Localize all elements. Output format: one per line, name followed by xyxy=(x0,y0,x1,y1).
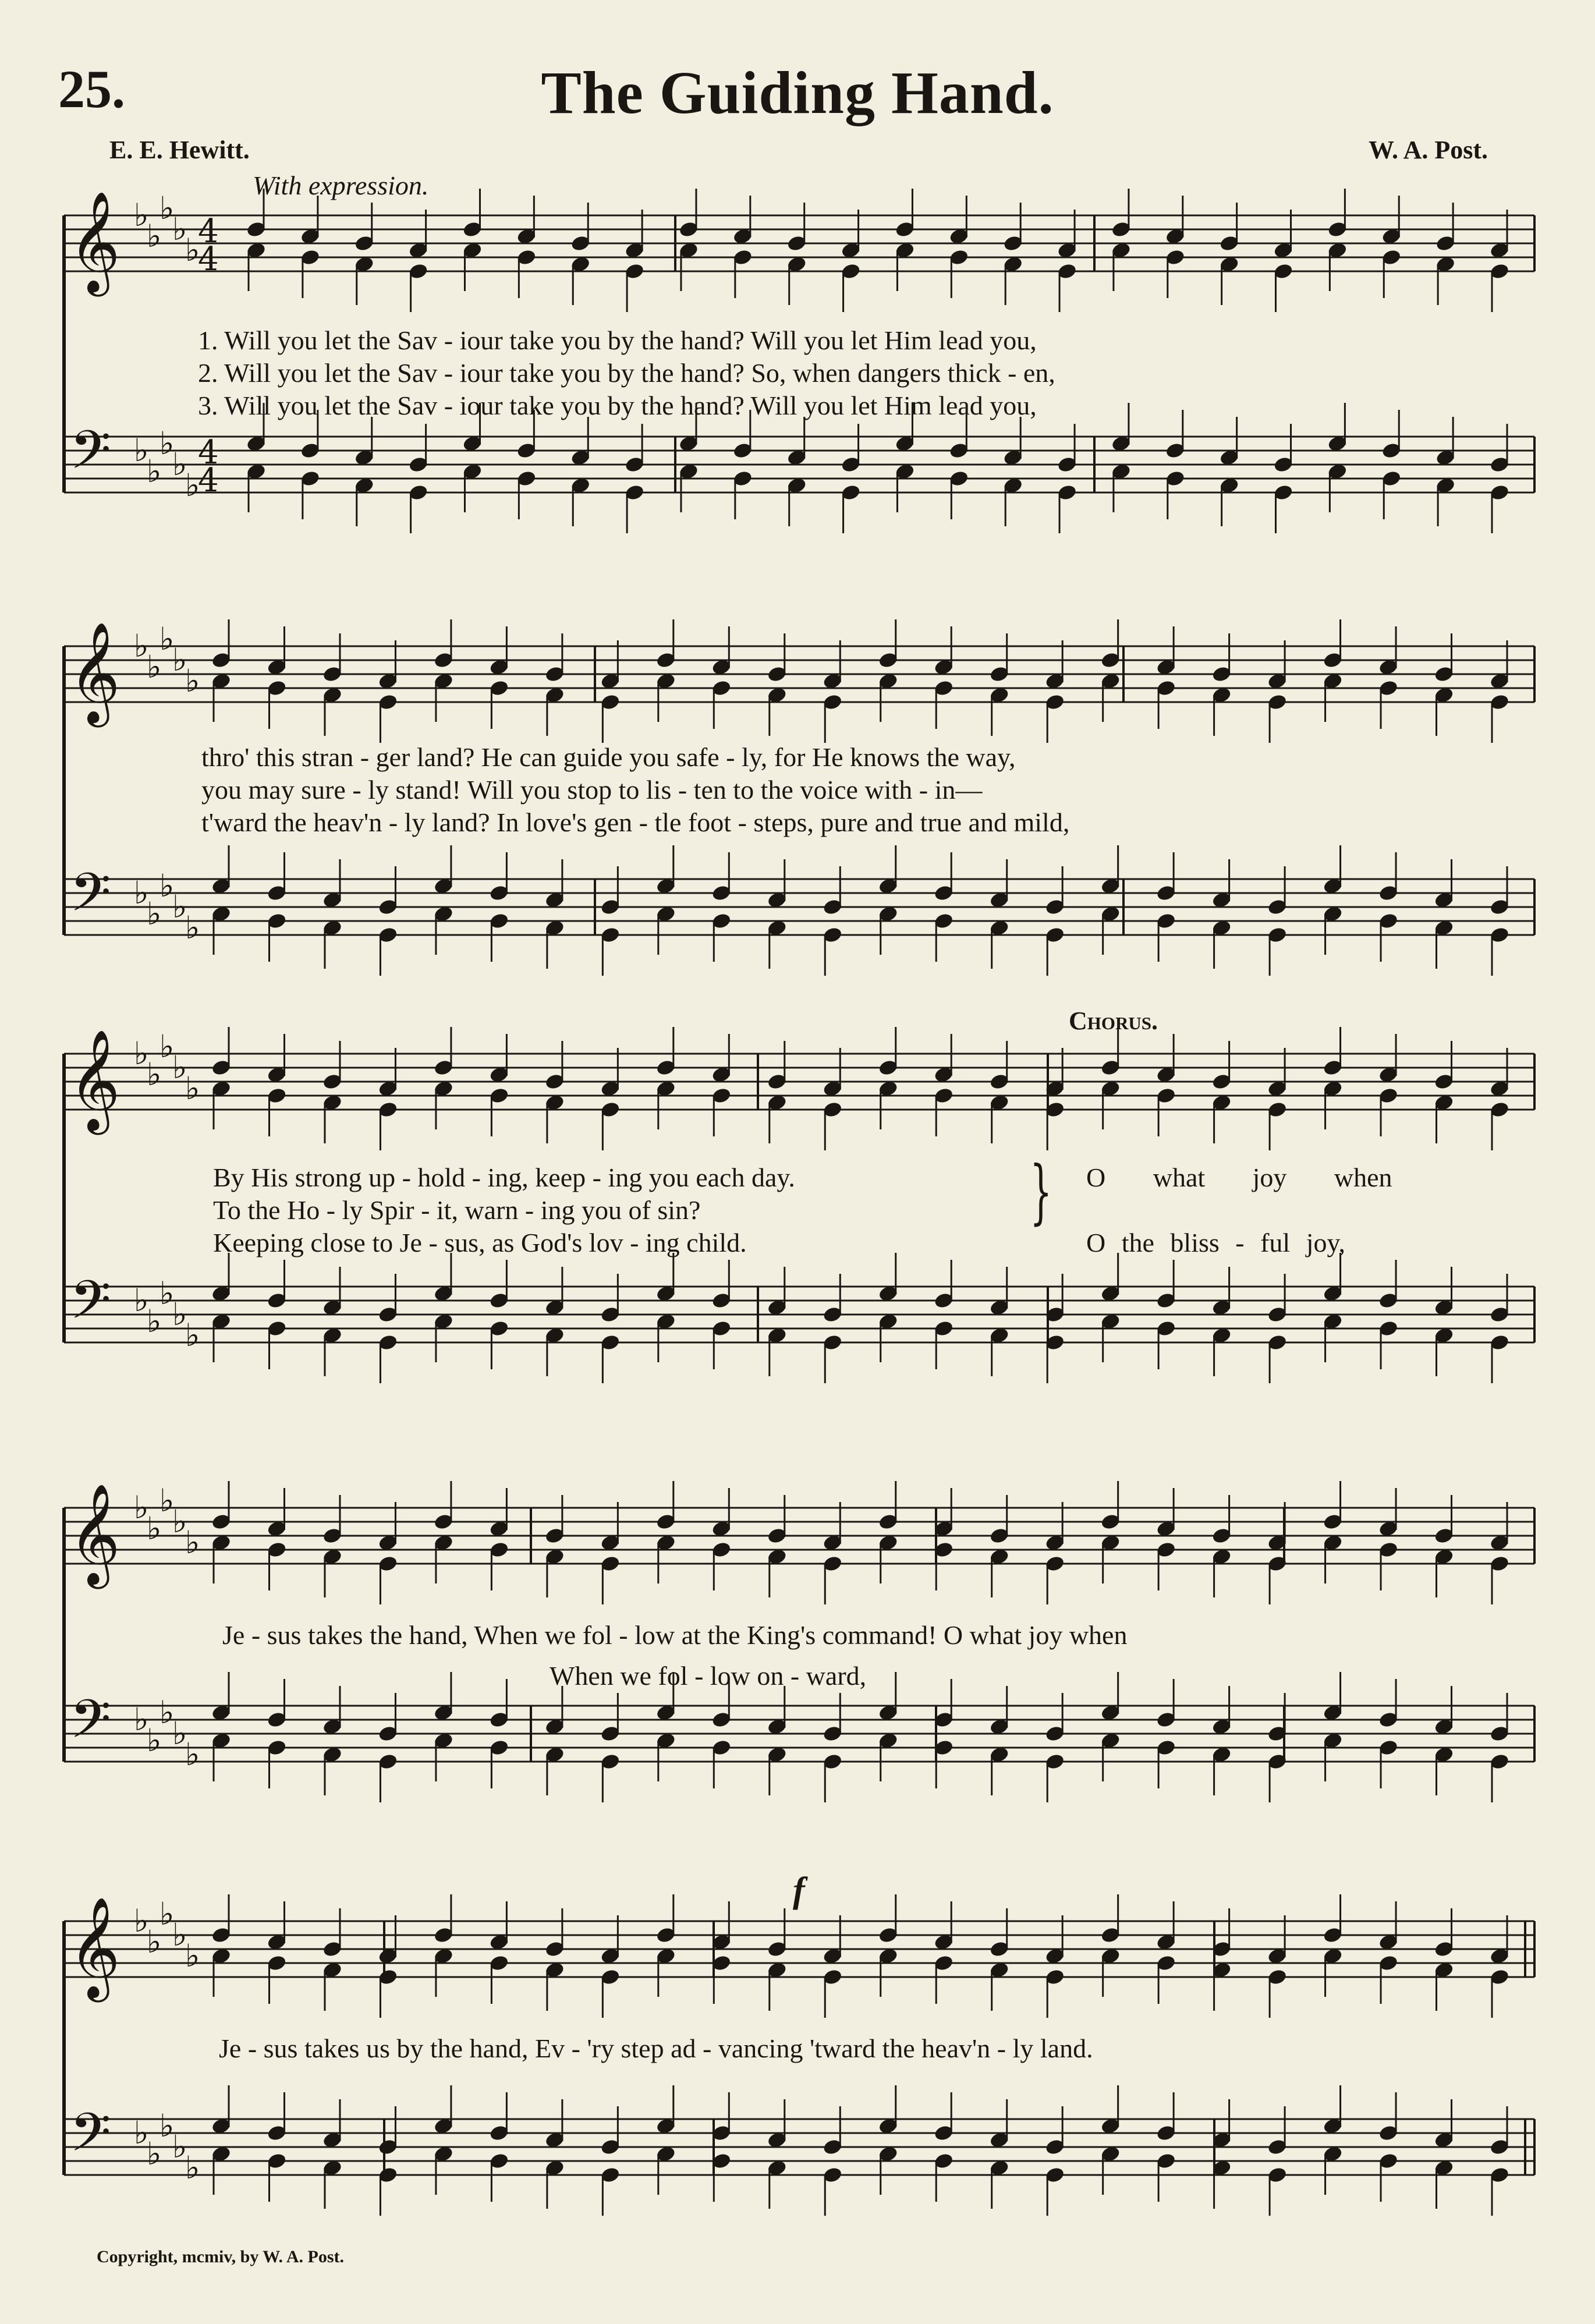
flat-icon: ♭ xyxy=(185,1937,200,1974)
treble-clef-icon: 𝄞 xyxy=(69,191,120,292)
time-signature-denominator: 4 xyxy=(198,240,219,278)
flat-icon: ♭ xyxy=(172,211,187,247)
forte-marking: f xyxy=(793,1870,805,1910)
flat-icon: ♭ xyxy=(185,663,200,699)
flat-icon: ♭ xyxy=(134,197,149,233)
lyric-line: Keeping close to Je - sus, as God's lov - ing child. xyxy=(213,1228,747,1257)
copyright-notice: Copyright, mcmiv, by W. A. Post. xyxy=(97,2247,345,2266)
flat-icon: ♭ xyxy=(160,1275,175,1312)
flat-icon: ♭ xyxy=(160,190,175,226)
flat-icon: ♭ xyxy=(185,2149,200,2186)
hymn-number: 25. xyxy=(58,59,125,119)
flat-icon: ♭ xyxy=(134,432,149,469)
bass-clef-icon: 𝄢 xyxy=(70,1269,111,1344)
flat-icon: ♭ xyxy=(172,1503,187,1540)
lyric-line: 1. Will you let the Sav - iour take you by the hand? Will you let Him lead you, xyxy=(198,325,1037,355)
flat-icon: ♭ xyxy=(185,1736,200,1773)
treble-clef-icon: 𝄞 xyxy=(69,622,120,723)
flat-icon: ♭ xyxy=(134,628,149,664)
time-signature-denominator: 4 xyxy=(198,462,219,499)
flat-icon: ♭ xyxy=(172,1715,187,1752)
bass-clef-icon: 𝄢 xyxy=(70,1688,111,1763)
treble-clef-icon: 𝄞 xyxy=(69,1029,120,1131)
music-system-4 xyxy=(0,1482,1595,1822)
chorus-label: Chorus. xyxy=(1069,1007,1158,1035)
lyric-line: When we fol - low on - ward, xyxy=(550,1661,867,1691)
time-signature-numerator: 4 xyxy=(198,212,219,250)
time-signature-numerator: 4 xyxy=(198,434,219,472)
flat-icon: ♭ xyxy=(134,1903,149,1939)
flat-icon: ♭ xyxy=(134,2114,149,2151)
flat-icon: ♭ xyxy=(160,1896,175,1932)
flat-icon: ♭ xyxy=(172,888,187,925)
bass-clef-icon: 𝄢 xyxy=(70,862,111,936)
lyric-line: thro' this stran - ger land? He can guide you safe - ly, for He knows the way, xyxy=(201,742,1016,772)
bass-clef-icon: 𝄢 xyxy=(70,419,111,494)
flat-icon: ♭ xyxy=(185,1317,200,1354)
flat-icon: ♭ xyxy=(147,453,162,490)
flat-icon: ♭ xyxy=(185,467,200,504)
flat-icon: ♭ xyxy=(147,1303,162,1340)
treble-clef-icon: 𝄞 xyxy=(69,1897,120,1998)
flat-icon: ♭ xyxy=(172,1049,187,1086)
flat-icon: ♭ xyxy=(185,909,200,946)
flat-icon: ♭ xyxy=(134,1282,149,1319)
flat-icon: ♭ xyxy=(185,1524,200,1561)
composer-credit: W. A. Post. xyxy=(1369,136,1488,164)
flat-icon: ♭ xyxy=(172,642,187,678)
flat-icon: ♭ xyxy=(147,895,162,932)
lyric-line: t'ward the heav'n - ly land? In love's gen - tle foot - steps, pure and true and mild, xyxy=(201,807,1070,837)
flat-icon: ♭ xyxy=(134,1701,149,1738)
treble-clef-icon: 𝄞 xyxy=(69,1483,120,1585)
flat-icon: ♭ xyxy=(147,1923,162,1960)
flat-icon: ♭ xyxy=(172,446,187,483)
flat-icon: ♭ xyxy=(147,649,162,685)
flat-icon: ♭ xyxy=(160,1694,175,1731)
lyric-line: 2. Will you let the Sav - iour take you by the hand? So, when dangers thick - en, xyxy=(198,358,1055,388)
flat-icon: ♭ xyxy=(134,1035,149,1072)
flat-icon: ♭ xyxy=(147,218,162,254)
flat-icon: ♭ xyxy=(147,1510,162,1547)
flat-icon: ♭ xyxy=(160,1482,175,1519)
flat-icon: ♭ xyxy=(172,2128,187,2165)
flat-icon: ♭ xyxy=(134,874,149,911)
flat-icon: ♭ xyxy=(160,621,175,657)
flat-icon: ♭ xyxy=(172,1296,187,1333)
lyric-line: Je - sus takes the hand, When we fol - low at the King's command! O what joy when xyxy=(222,1620,1128,1650)
flat-icon: ♭ xyxy=(185,232,200,268)
flat-icon: ♭ xyxy=(134,1489,149,1526)
music-system-5 xyxy=(0,1896,1595,2236)
bass-clef-icon: 𝄢 xyxy=(70,2102,111,2176)
lyric-line: 3. Will you let the Sav - iour take you by the hand? Will you let Him lead you, xyxy=(198,391,1037,420)
flat-icon: ♭ xyxy=(160,425,175,462)
flat-icon: ♭ xyxy=(172,1916,187,1953)
lyric-line: you may sure - ly stand! Will you stop to lis - ten to the voice with - in— xyxy=(201,775,983,805)
lyric-line: Je - sus takes us by the hand, Ev - 'ry step ad - vancing 'tward the heav'n - ly land. xyxy=(219,2034,1093,2063)
flat-icon: ♭ xyxy=(160,1028,175,1065)
flat-icon: ♭ xyxy=(147,2135,162,2172)
lyricist-credit: E. E. Hewitt. xyxy=(109,136,250,164)
page-title: The Guiding Hand. xyxy=(541,59,1054,126)
flat-icon: ♭ xyxy=(185,1070,200,1107)
flat-icon: ♭ xyxy=(160,867,175,904)
lyric-line: To the Ho - ly Spir - it, warn - ing you of sin? xyxy=(213,1195,701,1225)
tempo-marking: With expression. xyxy=(253,171,429,200)
chorus-lyric-line: O the bliss - ful joy, xyxy=(1086,1228,1345,1257)
chorus-lyric-line: O what joy when xyxy=(1086,1163,1392,1192)
flat-icon: ♭ xyxy=(147,1722,162,1759)
flat-icon: ♭ xyxy=(160,2107,175,2144)
verse-brace: } xyxy=(1030,1152,1052,1232)
flat-icon: ♭ xyxy=(147,1056,162,1093)
lyric-line: By His strong up - hold - ing, keep - ing you each day. xyxy=(213,1163,795,1192)
